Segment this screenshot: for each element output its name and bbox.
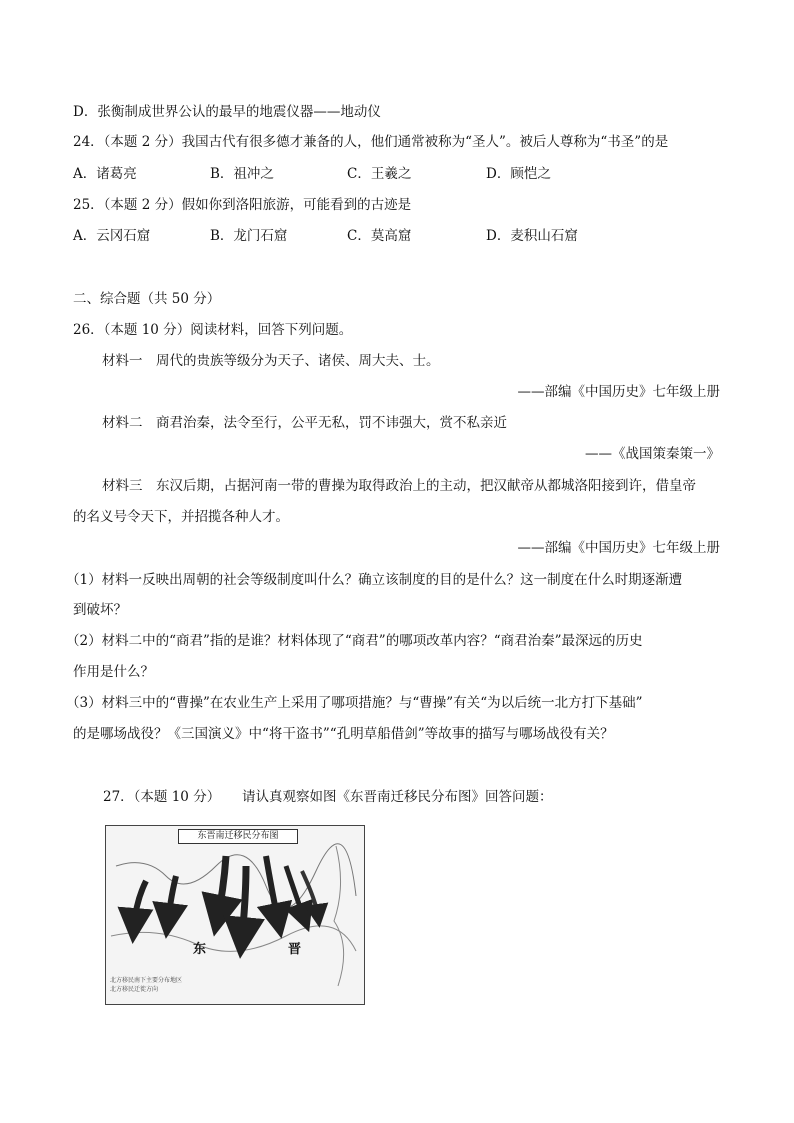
q24-stem: 24．（本题 2 分）我国古代有很多德才兼备的人，他们通常被称为“圣人”。被后人尊称为“书圣”的是: [73, 134, 669, 150]
q23-option-d: D．张衡制成世界公认的最早的地震仪器——地动仪: [73, 104, 381, 120]
migration-map: [105, 825, 365, 1005]
q26-stem: 26．（本题 10 分）阅读材料，回答下列问题。: [73, 322, 353, 338]
migration-arrow: [168, 876, 176, 921]
river-line: [116, 844, 356, 908]
q26-material-3-line1: 材料三 东汉后期，占据河南一带的曹操为取得政治上的主动，把汉献帝从都城洛阳接到许，借皇帝: [102, 478, 696, 494]
map-label-jin: 晋: [288, 942, 302, 957]
migration-arrow: [218, 856, 226, 916]
q25-option-a: A．云冈石窟: [73, 228, 151, 244]
migration-arrow: [134, 881, 146, 926]
q26-sub3-line1: （3）材料三中的“曹操”在农业生产上采用了哪项措施？与“曹操”有关“为以后统一北方打下基础”: [66, 695, 643, 711]
q25-option-c: C．莫高窟: [347, 228, 412, 244]
coastline: [334, 846, 344, 986]
q26-material-3-line2: 的名义号令天下，并招揽各种人才。: [73, 509, 289, 525]
q26-material-1-source: ——部编《中国历史》七年级上册: [517, 384, 720, 400]
q26-material-1: 材料一 周代的贵族等级分为天子、诸侯、周大夫、士。: [102, 353, 440, 369]
q26-sub3-line2: 的是哪场战役？《三国演义》中“将干盗书”“孔明草船借剑”等故事的描写与哪场战役有关？: [73, 726, 614, 742]
q26-sub1-line2: 到破坏？: [73, 602, 127, 618]
q26-material-2: 材料二 商君治秦，法令至行，公平无私，罚不讳强大，赏不私亲近: [102, 415, 507, 431]
section-heading: 二、综合题（共 50 分）: [73, 291, 221, 307]
migration-arrow: [302, 871, 318, 916]
q25-option-d: D．麦积山石窟: [486, 228, 578, 244]
river-line-2: [111, 926, 356, 951]
q26-material-2-source: ——《战国策秦策一》: [585, 446, 720, 462]
q27-instruction: 请认真观察如图《东晋南迁移民分布图》回答问题：: [242, 789, 553, 805]
q24-option-c: C．王羲之: [347, 166, 412, 182]
q24-option-a: A．诸葛亮: [73, 166, 137, 182]
migration-arrow: [266, 856, 278, 921]
q26-sub2-line1: （2）材料二中的“商君”指的是谁？材料体现了“商君”的哪项改革内容？“商君治秦”最深远的历史: [66, 633, 643, 649]
q24-option-b: B．祖冲之: [210, 166, 274, 182]
legend-item-1: 北方移民南下主要分布地区: [110, 977, 183, 984]
q27-stem: 27．（本题 10 分）: [103, 789, 221, 805]
legend-item-2: 北方移民迁徙方向: [110, 986, 159, 993]
q25-stem: 25．（本题 2 分）假如你到洛阳旅游，可能看到的古迹是: [73, 197, 412, 213]
q25-option-b: B．龙门石窟: [210, 228, 288, 244]
map-legend: [110, 976, 240, 1000]
q26-material-3-source: ——部编《中国历史》七年级上册: [517, 540, 720, 556]
map-label-dong: 东: [193, 942, 207, 957]
map-title: 东晋南迁移民分布图: [178, 829, 298, 844]
q24-option-d: D．顾恺之: [486, 166, 551, 182]
q26-sub1-line1: （1）材料一反映出周朝的社会等级制度叫什么？确立该制度的目的是什么？这一制度在什么时期逐渐遭: [66, 572, 683, 588]
migration-arrow: [242, 866, 246, 938]
q26-sub2-line2: 作用是什么？: [73, 664, 154, 680]
